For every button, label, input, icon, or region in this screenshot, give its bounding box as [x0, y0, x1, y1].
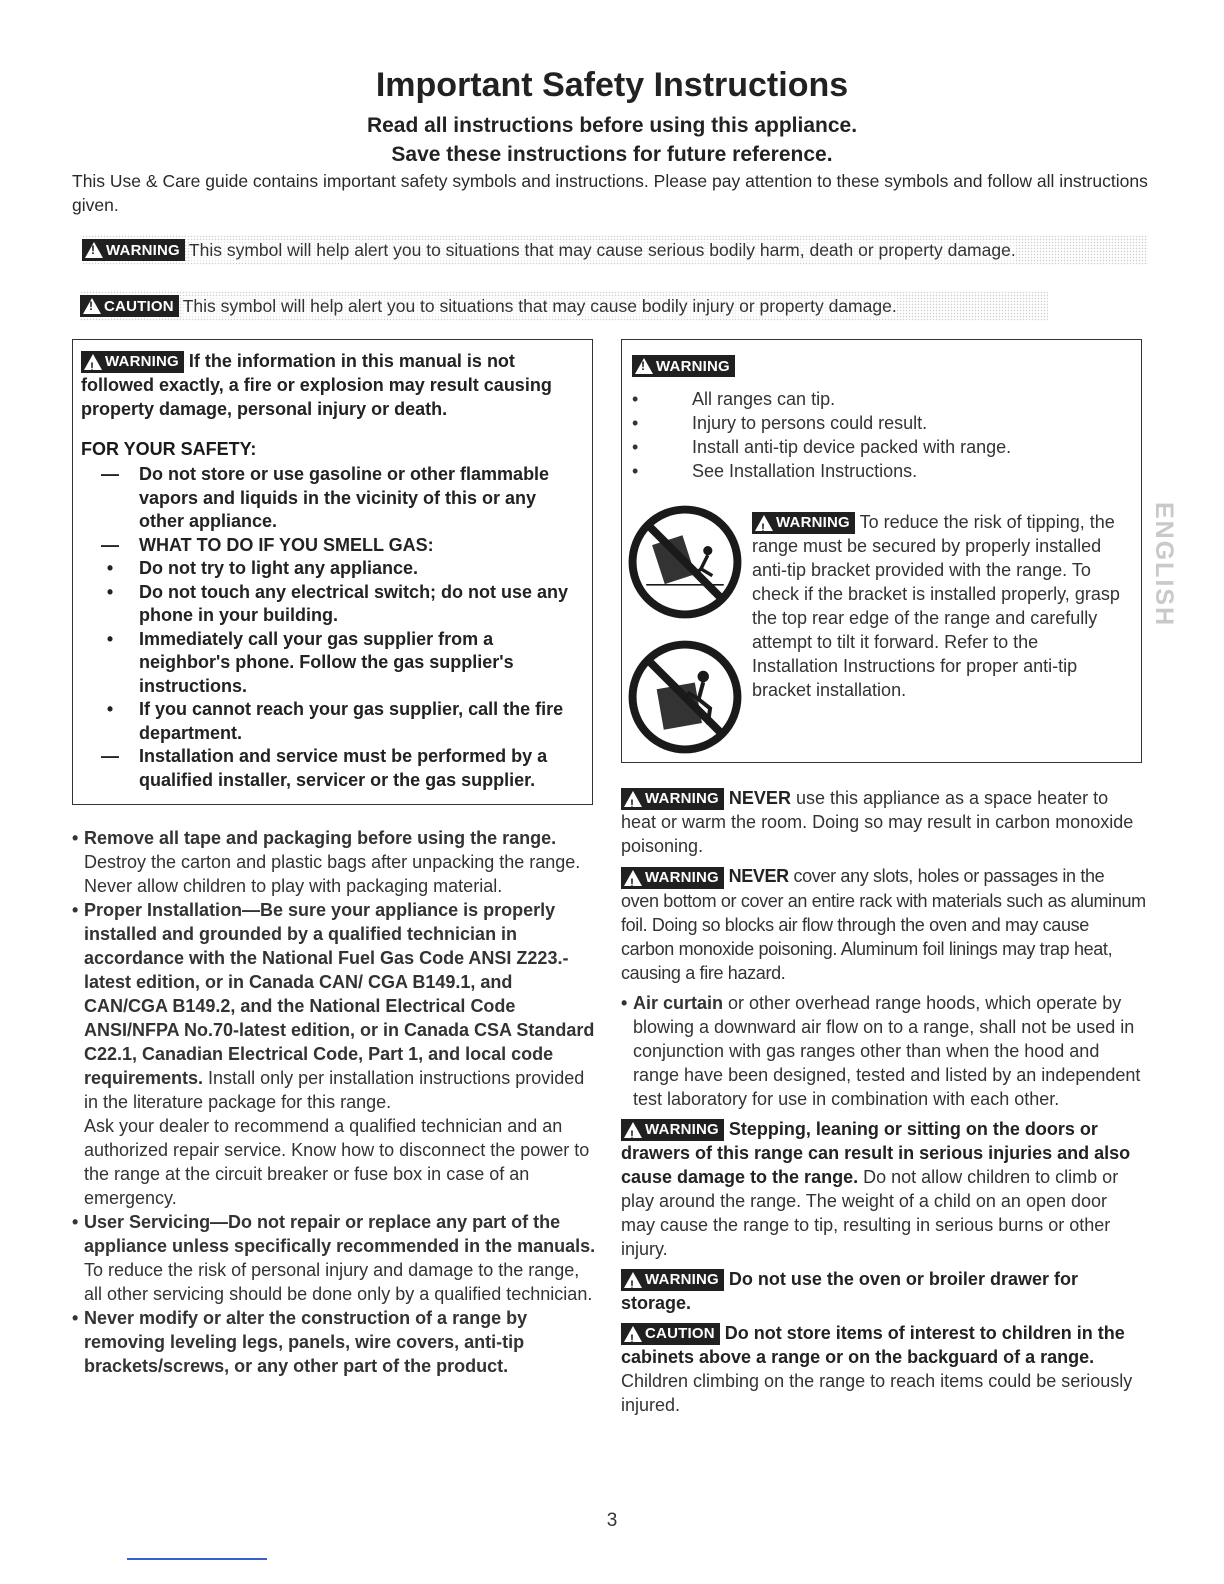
list-item: • Remove all tape and packaging before using the range. Destroy the carton and plastic bags after unpacking the range. Never allow children to play with packaging material. [72, 828, 581, 896]
page-title: Important Safety Instructions [375, 66, 849, 104]
safety-list [81, 463, 586, 792]
stepping-warning: ! WARNING Stepping, leaning or sitting on the doors or drawers of this range can result in serious injuries and also cause damage to the range. Do not allow children to climb or play around the range. The weight of a child on an open door may cause the range to tip, resulting in serious burns or other injury. [621, 1117, 1146, 1261]
alert-triangle-icon [624, 1272, 642, 1288]
list-item: — Installation and service must be performed by a qualified installer, servicer or the gas supplier. [101, 746, 548, 790]
list-item: • Immediately call your gas supplier from a neighbor's phone. Follow the gas supplier's instructions. [106, 628, 514, 696]
list-item: • Install anti-tip device packed with range. [632, 437, 1012, 457]
list-item: • If you cannot reach your gas supplier, call the fire department. [106, 699, 564, 743]
language-tab: ENGLISH [1150, 502, 1178, 628]
alert-triangle-icon [624, 870, 642, 886]
list-item: — Do not store or use gasoline or other flammable vapors and liquids in the vicinity of this or any other appliance. [101, 464, 550, 532]
footer-rule [127, 1558, 267, 1560]
subtitle-read: Read all instructions before using this appliance. [366, 114, 858, 137]
safety-heading: FOR YOUR SAFETY: [81, 439, 257, 460]
list-item: • Never modify or alter the construction of a range by removing leveling legs, panels, wire covers, anti-tip brackets/screws, or any other part of the product. [72, 1308, 528, 1376]
storage-warning: ! WARNING Do not use the oven or broiler drawer for storage. [621, 1267, 1146, 1315]
caution-symbol-text: This symbol will help alert you to situations that may cause bodily injury or property damage. [182, 295, 897, 316]
list-item: — WHAT TO DO IF YOU SMELL GAS: [101, 534, 434, 555]
tip-icons [628, 505, 750, 775]
gas-warning-lead: ! WARNING If the information in this manual is not followed exactly, a fire or explosion may result causing property damage, personal injury or death. [81, 349, 586, 421]
anti-tip-instructions: ! WARNING To reduce the risk of tipping, the range must be secured by properly installed anti-tip bracket provided with the range. To check if the bracket is installed properly, grasp the top rear edge of the range and carefully attempt to tilt it forward. Refer to the Installation Instructions for proper anti-tip bracket installation. [752, 510, 1122, 702]
list-item: • Do not touch any electrical switch; do not use any phone in your building. [106, 581, 569, 626]
list-item: • User Servicing—Do not repair or replace any part of the appliance unless specifically recommended in the manuals. To reduce the risk of personal injury and damage to the range, all other servicing should be done only by a qualified technician. [72, 1212, 596, 1304]
warning-badge: ! WARNING [621, 867, 724, 889]
alert-triangle-icon [635, 358, 653, 374]
alert-triangle-icon [85, 242, 103, 258]
warning-badge: ! WARNING [82, 239, 185, 261]
gas-warning-box [72, 339, 593, 805]
tip-bullet-list [632, 387, 1131, 483]
warning-badge: ! WARNING [752, 512, 855, 534]
no-tipping-range-icon [628, 505, 742, 619]
alert-triangle-icon [624, 1326, 642, 1342]
caution-badge: ! CAUTION [80, 295, 179, 317]
alert-triangle-icon [84, 354, 102, 370]
warning-badge: ! WARNING [621, 788, 724, 810]
alert-triangle-icon [624, 1122, 642, 1138]
caution-symbol-row [80, 291, 1048, 321]
right-column [621, 786, 1146, 1417]
warning-symbol-text: This symbol will help alert you to situations that may cause serious bodily harm, death or property damage. [188, 239, 1016, 260]
anti-tip-warning-box [621, 339, 1142, 763]
list-item: • All ranges can tip. [632, 389, 836, 409]
warning-badge: ! WARNING [621, 1119, 724, 1141]
list-item: • Injury to persons could result. [632, 413, 928, 433]
warning-symbol-row [82, 235, 1148, 265]
air-curtain-item: • Air curtain or other overhead range hoods, which operate by blowing a downward air flow on to a range, shall not be used in conjunction with gas ranges other than when the hood and range have been designed, tested and listed by an independent test laboratory for use in combination with each other. [621, 992, 1141, 1109]
subtitle-save: Save these instructions for future reference. [391, 143, 833, 166]
alert-triangle-icon [83, 298, 101, 314]
caution-badge: ! CAUTION [621, 1323, 720, 1345]
list-item: • Proper Installation—Be sure your appliance is properly installed and grounded by a qualified technician in accordance with the National Fuel Gas Code ANSI Z223.- latest edition, or in Canada CAN/ CGA B149.1, and CAN/CGA B149.2, and the National Electrical Code ANSI/NFPA No.70-latest edition, or in Canada CSA Standard C22.1, Canadian Electrical Code, Part 1, and local code requirements. Install only per installation instructions provided in the literature package for this range. Ask your dealer to recommend a qualified technician and an authorized repair service. Know how to disconnect the power to the range at the circuit breaker or fuse box in case of an emergency. [72, 900, 595, 1208]
intro-paragraph: This Use & Care guide contains important safety symbols and instructions. Please pay attention to these symbols and follow all instructions given. [72, 171, 1148, 215]
alert-triangle-icon [624, 791, 642, 807]
children-items-caution: ! CAUTION Do not store items of interest to children in the cabinets above a range or on the backguard of a range. Children climbing on the range to reach items could be seriously injured. [621, 1321, 1146, 1417]
left-column [72, 826, 596, 1378]
list-item: • Do not try to light any appliance. [106, 558, 419, 579]
warning-badge: ! WARNING [621, 1269, 724, 1291]
warning-badge: ! WARNING [632, 355, 735, 377]
no-climbing-range-icon [628, 640, 742, 754]
alert-triangle-icon [755, 515, 773, 531]
list-item: • See Installation Instructions. [632, 461, 918, 481]
warning-badge: ! WARNING [81, 351, 184, 373]
page-number: 3 [606, 1510, 618, 1531]
space-heater-warning: ! WARNING NEVER use this appliance as a space heater to heat or warm the room. Doing so may result in carbon monoxide poisoning. [621, 786, 1146, 858]
cover-slots-warning: ! WARNING NEVER cover any slots, holes or passages in the oven bottom or cover an entire rack with materials such as aluminum foil. Doing so blocks air flow through the oven and may cause carbon monoxide poisoning. Aluminum foil linings may trap heat, causing a fire hazard. [621, 864, 1146, 984]
